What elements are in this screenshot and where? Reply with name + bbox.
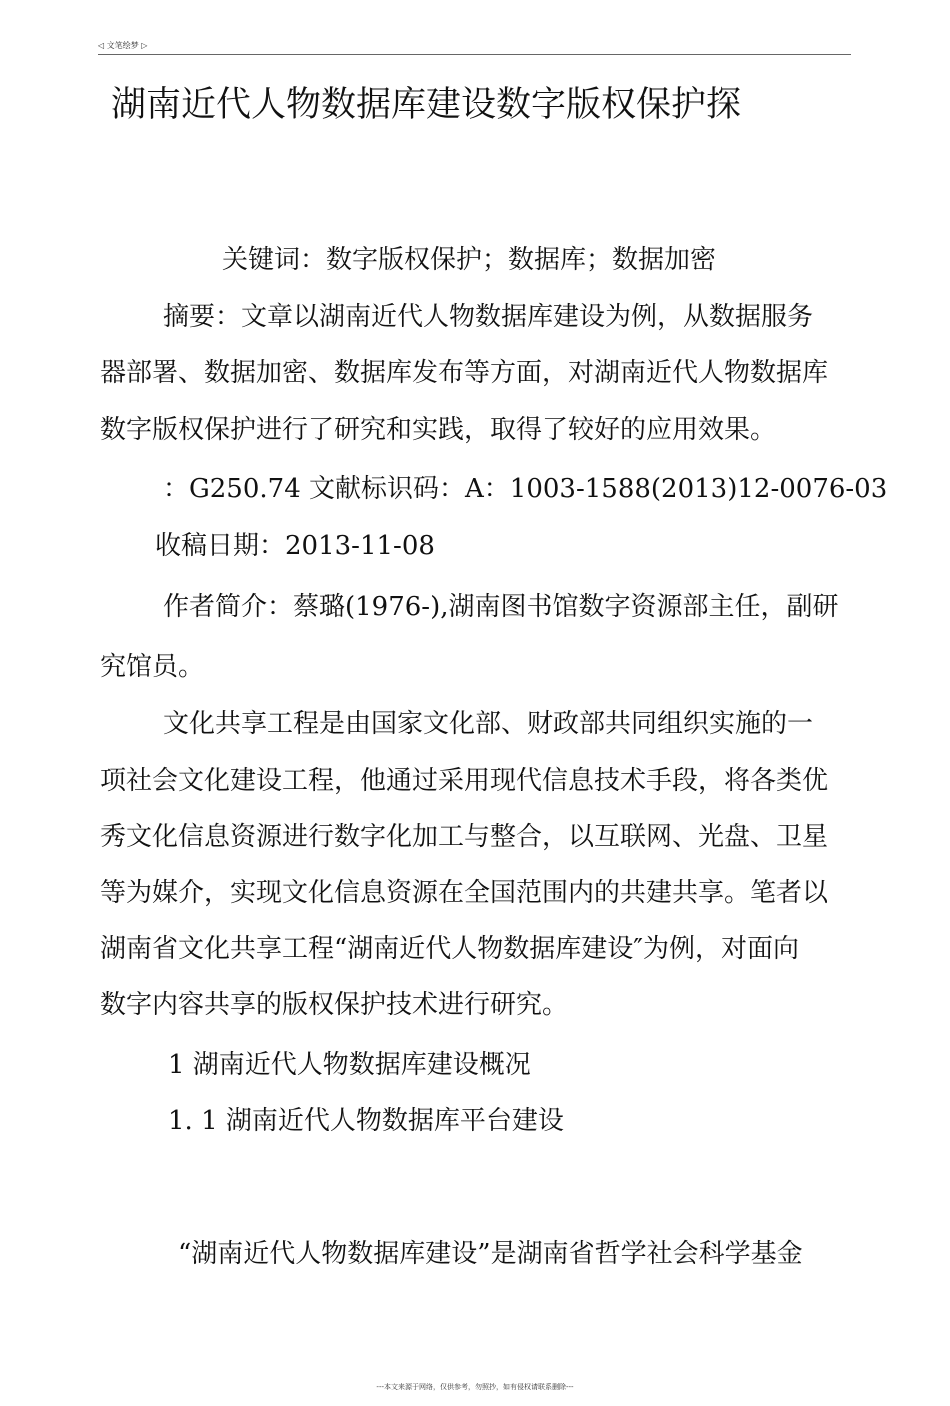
intro-line: 湖南省文化共享工程“湖南近代人物数据库建设″为例，对面向 (100, 934, 800, 964)
classification-line: ：G250.74 文献标识码：A：1003-1588(2013)12-0076-03 (163, 474, 888, 504)
intro-line: 项社会文化建设工程，他通过采用现代信息技术手段，将各类优 (100, 766, 829, 796)
abstract-line: 数字版权保护进行了研究和实践，取得了较好的应用效果。 (100, 415, 777, 445)
author-line: 究馆员。 (100, 652, 205, 682)
author-line: 作者简介：蔡璐(1976-),湖南图书馆数字资源部主任，副研 (163, 592, 839, 622)
abstract-line: 器部署、数据加密、数据库发布等方面，对湖南近代人物数据库 (100, 358, 829, 388)
intro-line: 等为媒介，实现文化信息资源在全国范围内的共建共享。笔者以 (100, 878, 829, 908)
subsection-heading: 1. 1 湖南近代人物数据库平台建设 (168, 1106, 564, 1136)
body-line: “湖南近代人物数据库建设”是湖南省哲学社会科学基金 (178, 1239, 803, 1269)
section-heading: 1 湖南近代人物数据库建设概况 (168, 1050, 531, 1080)
page-title: 湖南近代人物数据库建设数字版权保护探 (111, 85, 742, 125)
received-date: 收稿日期：2013-11-08 (155, 531, 435, 561)
intro-line: 数字内容共享的版权保护技术进行研究。 (100, 990, 569, 1020)
keywords-line: 关键词：数字版权保护；数据库；数据加密 (222, 245, 717, 275)
footer-note: ---本文来源于网络，仅供参考，勿照抄，如有侵权请联系删除--- (376, 1383, 574, 1391)
header-rule (98, 54, 851, 55)
abstract-line: 摘要：文章以湖南近代人物数据库建设为例，从数据服务 (163, 302, 814, 332)
header-mark: ◁ 文笔绘梦 ▷ (98, 41, 148, 50)
intro-line: 文化共享工程是由国家文化部、财政部共同组织实施的一 (163, 709, 814, 739)
intro-line: 秀文化信息资源进行数字化加工与整合，以互联网、光盘、卫星 (100, 822, 829, 852)
